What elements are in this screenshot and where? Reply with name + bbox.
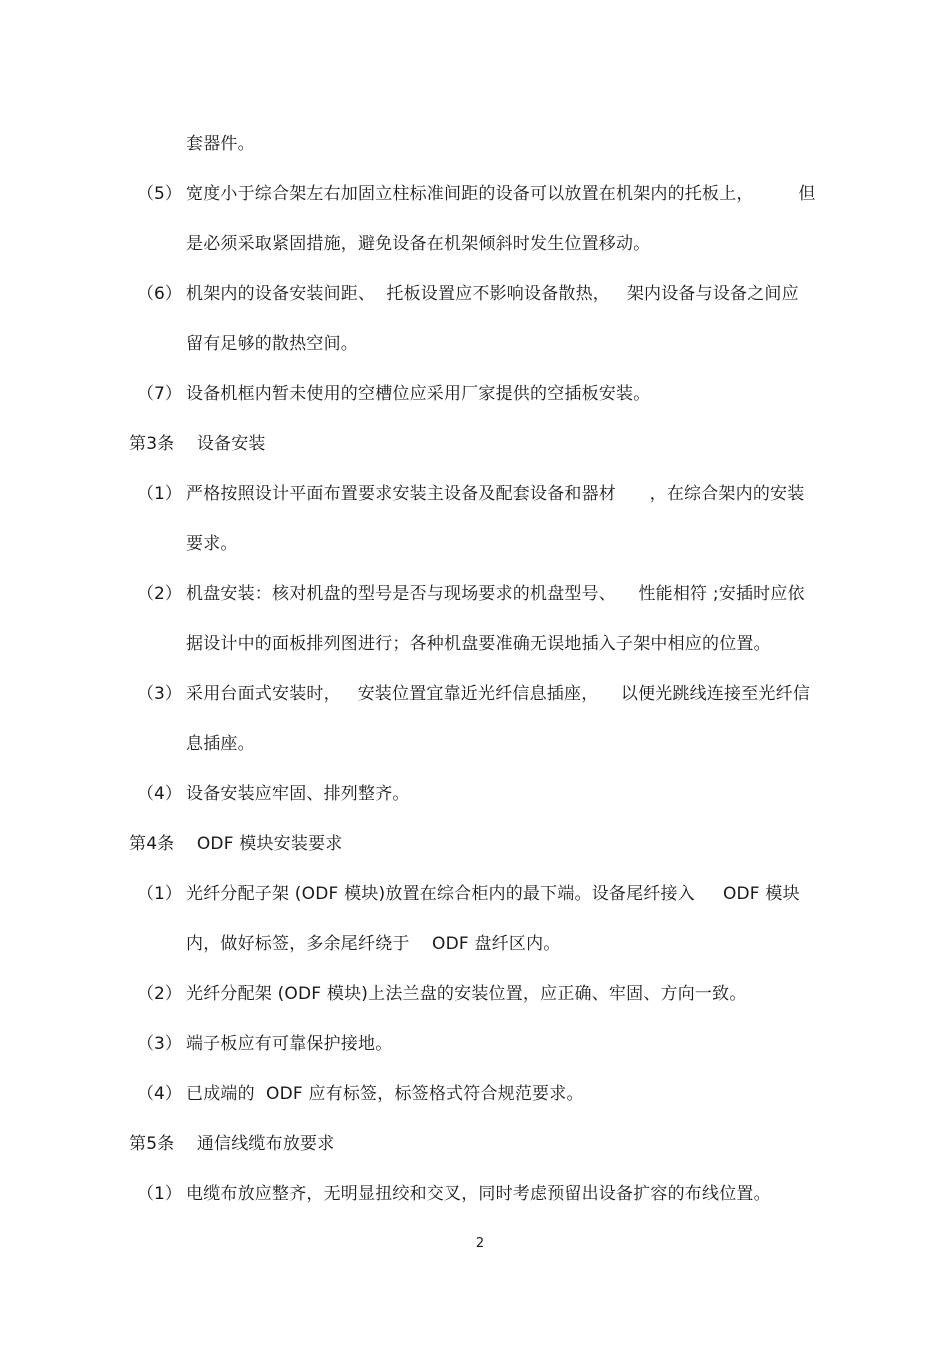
paragraph-line: 是必须采取紧固措施，避免设备在机架倾斜时发生位置移动。	[186, 234, 651, 254]
paragraph-line: 据设计中的面板排列图进行；各种机盘要准确无误地插入子架中相应的位置。	[186, 634, 771, 654]
paragraph-line: 宽度小于综合架左右加固立柱标准间距的设备可以放置在机架内的托板上， 但	[186, 184, 816, 204]
page-number: 2	[475, 1236, 485, 1251]
item-number: （1）	[137, 884, 182, 904]
item-number: （4）	[137, 784, 182, 804]
paragraph-line: 息插座。	[186, 734, 255, 754]
paragraph-line: 套器件。	[186, 134, 255, 154]
paragraph-line: 要求。	[186, 534, 238, 554]
item-number: （2）	[137, 984, 182, 1004]
paragraph-line: 已成端的 ODF 应有标签，标签格式符合规范要求。	[186, 1084, 584, 1104]
item-number: （3）	[137, 684, 182, 704]
item-number: （6）	[137, 284, 182, 304]
section-heading: 第4条 ODF 模块安装要求	[129, 834, 343, 854]
item-number: （1）	[137, 484, 182, 504]
paragraph-line: 设备机框内暂未使用的空槽位应采用厂家提供的空插板安装。	[186, 384, 651, 404]
paragraph-line: 电缆布放应整齐，无明显扭绞和交叉，同时考虑预留出设备扩容的布线位置。	[186, 1184, 771, 1204]
paragraph-line: 端子板应有可靠保护接地。	[186, 1034, 393, 1054]
item-number: （1）	[137, 1184, 182, 1204]
paragraph-line: 采用台面式安装时， 安装位置宜靠近光纤信息插座， 以便光跳线连接至光纤信	[186, 684, 811, 704]
paragraph-line: 设备安装应牢固、排列整齐。	[186, 784, 410, 804]
item-number: （3）	[137, 1034, 182, 1054]
paragraph-line: 机盘安装：核对机盘的型号是否与现场要求的机盘型号、 性能相符 ;安插时应依	[186, 584, 805, 604]
paragraph-line: 机架内的设备安装间距、 托板设置应不影响设备散热， 架内设备与设备之间应	[186, 284, 799, 304]
item-number: （7）	[137, 384, 182, 404]
item-number: （4）	[137, 1084, 182, 1104]
paragraph-line: 光纤分配架 (ODF 模块)上法兰盘的安装位置，应正确、牢固、方向一致。	[186, 984, 747, 1004]
item-number: （5）	[137, 184, 182, 204]
paragraph-line: 严格按照设计平面布置要求安装主设备及配套设备和器材 ，在综合架内的安装	[186, 484, 805, 504]
paragraph-line: 内，做好标签，多余尾纤绕于 ODF 盘纤区内。	[186, 934, 561, 954]
section-heading: 第5条 通信线缆布放要求	[129, 1134, 335, 1154]
item-number: （2）	[137, 584, 182, 604]
paragraph-line: 光纤分配子架 (ODF 模块)放置在综合柜内的最下端。设备尾纤接入 ODF 模块	[186, 884, 800, 904]
section-heading: 第3条 设备安装	[129, 434, 266, 454]
paragraph-line: 留有足够的散热空间。	[186, 334, 358, 354]
